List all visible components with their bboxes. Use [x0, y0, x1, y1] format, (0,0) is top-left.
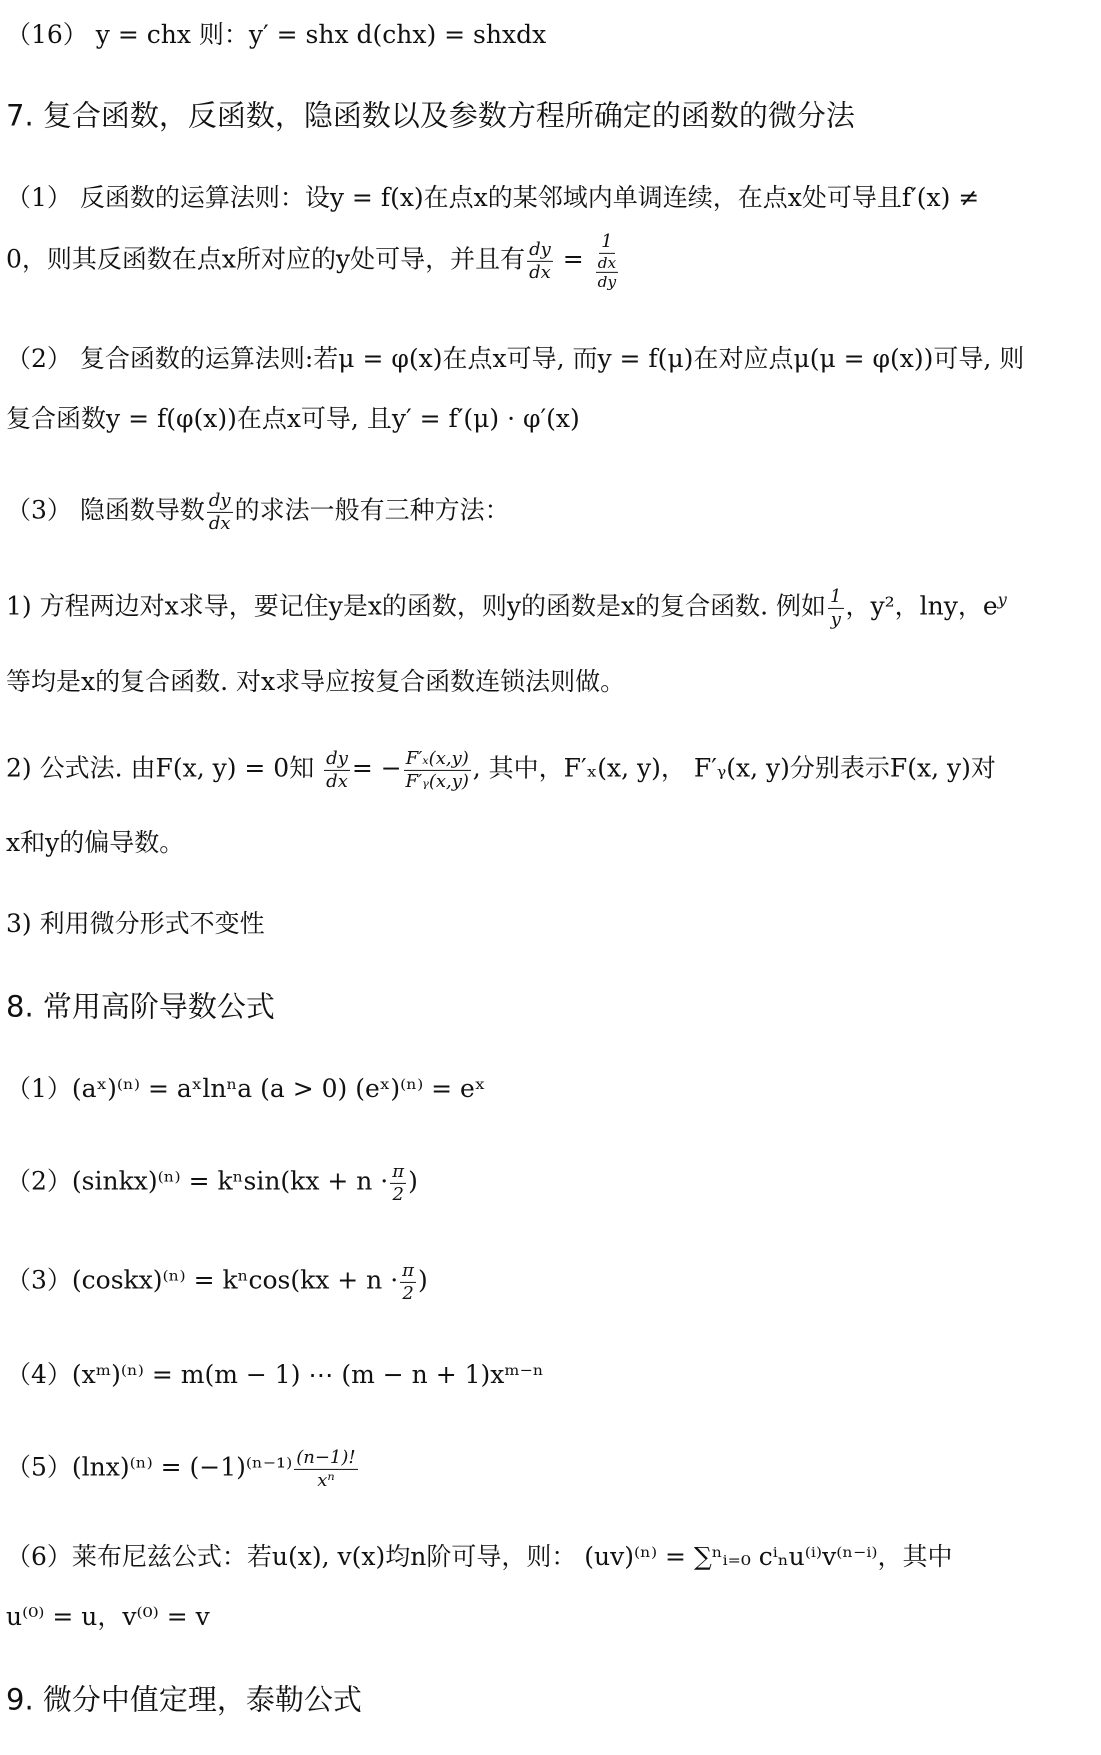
den: y — [830, 608, 841, 630]
formula-6-line-2: u⁽⁰⁾ = u，v⁽⁰⁾ = v — [6, 1602, 210, 1631]
den: dx — [208, 512, 231, 534]
exponent: y — [997, 590, 1007, 610]
section-heading-9: 9. 微分中值定理，泰勒公式 — [6, 1682, 362, 1717]
fraction-dy-dx — [207, 490, 233, 534]
fraction-pi-2 — [400, 1260, 416, 1304]
text: （3）(coskx)⁽ⁿ⁾ = kⁿcos(kx + n · — [6, 1265, 399, 1295]
text: = − — [351, 753, 402, 783]
rule-3 — [6, 490, 510, 534]
text: 1) 方程两边对x求导，要记住y是x的函数，则y的函数是x的复合函数. 例如 — [6, 591, 827, 621]
text: （5）(lnx)⁽ⁿ⁾ = (−1)⁽ⁿ⁻¹⁾ — [6, 1452, 293, 1482]
paren: ) — [408, 1166, 418, 1196]
fraction-dy-dx — [324, 748, 350, 792]
fraction-pi-2 — [390, 1161, 406, 1205]
method-3: 3) 利用微分形式不变性 — [6, 909, 265, 938]
text: （3） 隐函数导数 — [6, 495, 205, 525]
rule-2-line-2: 复合函数y = f(φ(x))在点x可导, 且y′ = f′(μ) · φ′(x) — [6, 404, 580, 433]
den: dy — [597, 272, 617, 291]
fraction-dy-dx — [527, 239, 553, 283]
fraction-inverse — [594, 231, 620, 291]
paren: ) — [418, 1265, 428, 1295]
text: 的求法一般有三种方法： — [234, 495, 510, 525]
formula-1: （1）(aˣ)⁽ⁿ⁾ = aˣlnⁿa (a > 0) (eˣ)⁽ⁿ⁾ = eˣ — [6, 1074, 486, 1103]
formula-3 — [6, 1260, 428, 1304]
formula-5 — [6, 1447, 360, 1491]
num: 1 — [601, 230, 613, 252]
num: π — [402, 1259, 415, 1281]
formula-16: （16） y = chx 则：y′ = shx d(chx) = shxdx — [6, 20, 547, 49]
num: (n−1)! — [296, 1446, 356, 1468]
formula-4: （4）(xᵐ)⁽ⁿ⁾ = m(m − 1) ⋯ (m − n + 1)xᵐ⁻ⁿ — [6, 1360, 544, 1389]
text: ，y²，lny，e — [845, 591, 998, 621]
den: F′ᵧ(x,y) — [405, 770, 469, 792]
den: 2 — [402, 1282, 414, 1304]
method-2-line-1 — [6, 748, 996, 792]
text: , 其中，F′ₓ(x, y)， F′ᵧ(x, y)分别表示F(x, y)对 — [472, 753, 996, 783]
num: π — [392, 1160, 405, 1182]
num: dy — [326, 747, 348, 769]
num: dy — [208, 489, 231, 511]
text: （2）(sinkx)⁽ⁿ⁾ = kⁿsin(kx + n · — [6, 1166, 389, 1196]
section-heading-7: 7. 复合函数，反函数，隐函数以及参数方程所确定的函数的微分法 — [6, 98, 855, 133]
formula-6-line-1: （6）莱布尼兹公式：若u(x), v(x)均n阶可导，则： (uv)⁽ⁿ⁾ = ∑ⁿᵢ₌₀ cⁱₙu⁽ⁱ⁾v⁽ⁿ⁻ⁱ⁾，其中 — [6, 1542, 953, 1571]
method-2-line-2: x和y的偏导数。 — [6, 828, 185, 857]
text: 2) 公式法. 由F(x, y) = 0知 — [6, 753, 323, 783]
den: dx — [529, 261, 551, 283]
den: dx — [326, 770, 348, 792]
den: xⁿ — [317, 1469, 335, 1491]
fraction-1-y — [828, 586, 843, 630]
method-1-line-1 — [6, 586, 1007, 630]
formula-2 — [6, 1161, 418, 1205]
equals: = — [554, 244, 592, 274]
num: F′ₓ(x,y) — [405, 747, 469, 769]
fraction-factorial — [294, 1447, 357, 1491]
num: 1 — [830, 585, 842, 607]
den — [596, 253, 618, 291]
den: 2 — [392, 1183, 404, 1205]
rule-1-line-1: （1） 反函数的运算法则：设y = f(x)在点x的某邻域内单调连续，在点x处可导且f′(x) ≠ — [6, 183, 980, 212]
num: dx — [597, 253, 617, 272]
rule-2-line-1: （2） 复合函数的运算法则:若μ = φ(x)在点x可导, 而y = f(μ)在对应点μ(μ = φ(x))可导, 则 — [6, 344, 1025, 373]
method-1-line-2: 等均是x的复合函数. 对x求导应按复合函数连锁法则做。 — [6, 667, 626, 696]
text: 0，则其反函数在点x所对应的y处可导，并且有 — [6, 244, 526, 274]
rule-1-line-2 — [6, 231, 622, 291]
fraction-partials — [404, 748, 471, 792]
section-heading-8: 8. 常用高阶导数公式 — [6, 989, 275, 1024]
num: dy — [529, 238, 551, 260]
